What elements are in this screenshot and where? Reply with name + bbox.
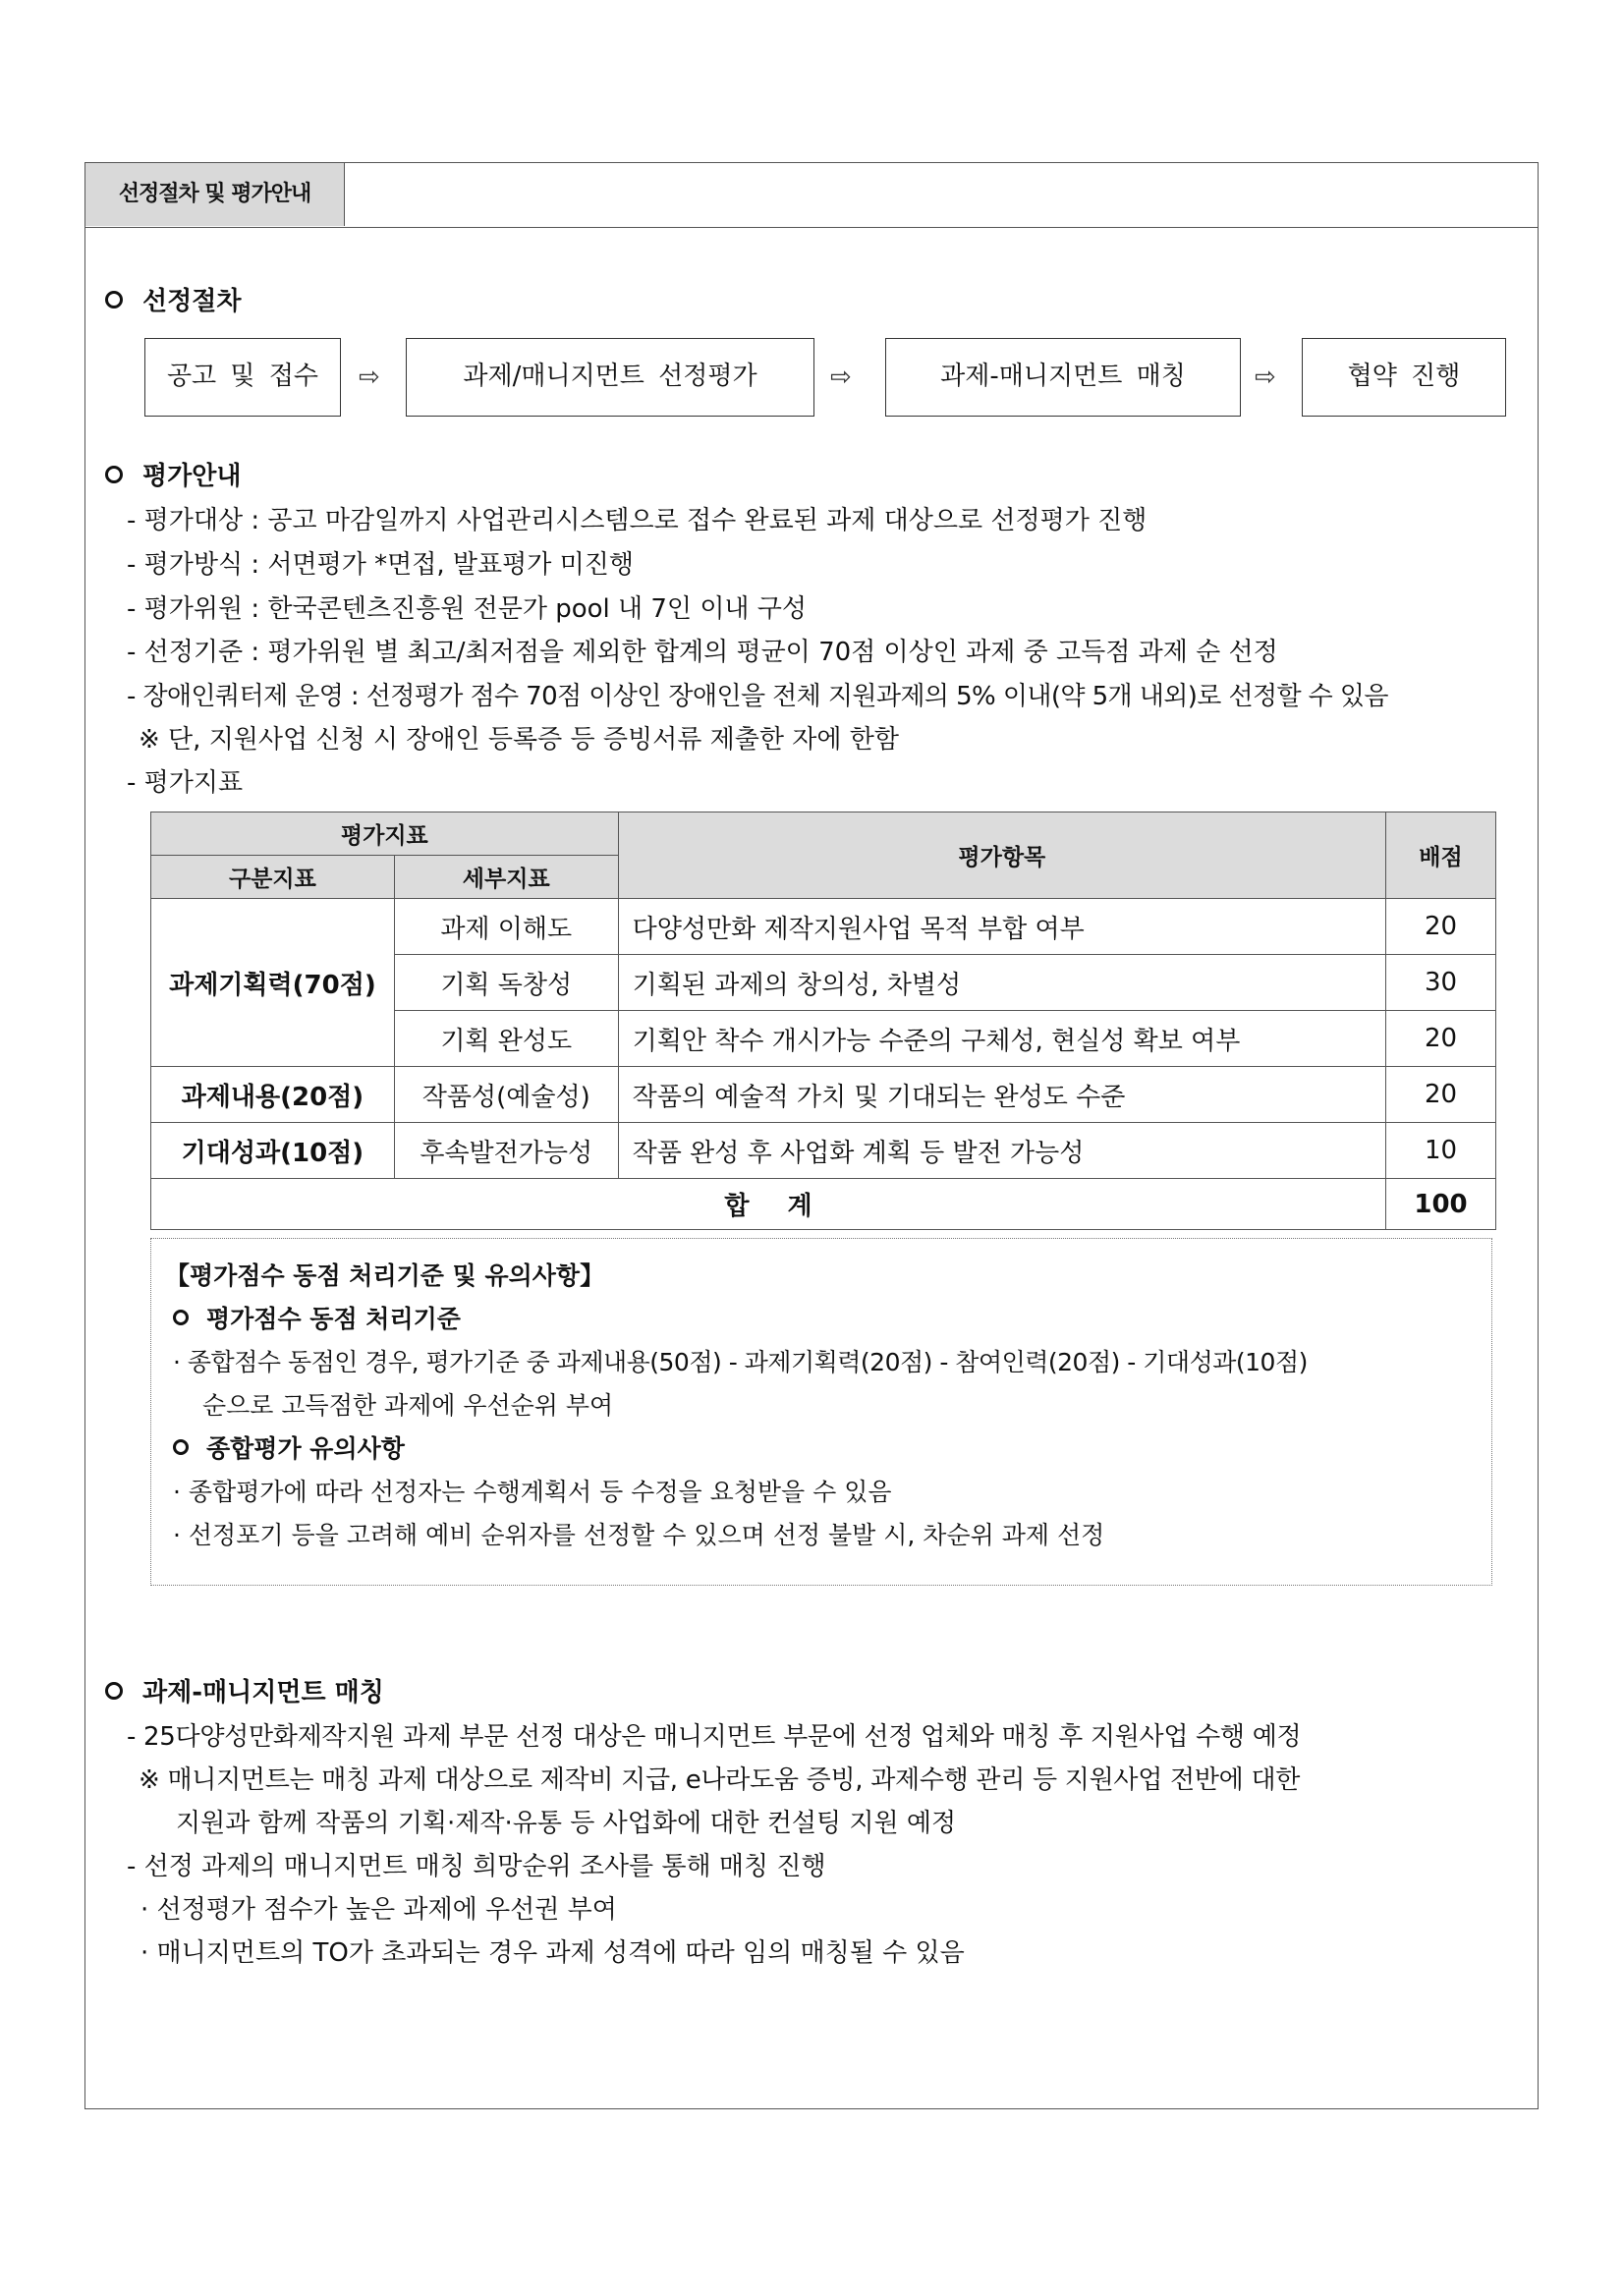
note-line: · 종합점수 동점인 경우, 평가기준 중 과제내용(50점) - 과제기획력(20점) - 참여인력(20점) - 기대성과(10점) xyxy=(173,1348,1308,1376)
category-cell: 과제기획력(70점) xyxy=(151,899,395,1067)
item-cell: 기획된 과제의 창의성, 차별성 xyxy=(618,955,1385,1011)
category-cell: 기대성과(10점) xyxy=(151,1123,395,1179)
score-cell: 10 xyxy=(1386,1123,1496,1179)
header-detail: 세부지표 xyxy=(394,856,618,899)
right-arrow-icon: ⇨ xyxy=(359,363,380,392)
procedure-heading: 선정절차 xyxy=(105,281,241,317)
note-subheading: 평가점수 동점 처리기준 xyxy=(173,1300,461,1335)
category-cell: 과제내용(20점) xyxy=(151,1067,395,1123)
detail-cell: 기획 완성도 xyxy=(394,1011,618,1067)
header-item: 평가항목 xyxy=(618,812,1385,899)
note-title: 【평가점수 동점 처리기준 및 유의사항】 xyxy=(165,1261,605,1290)
evaluation-table xyxy=(150,812,1496,1230)
note-line: · 선정포기 등을 고려해 예비 순위자를 선정할 수 있으며 선정 불발 시, 차순위 과제 선정 xyxy=(173,1521,1105,1549)
step-box: 과제-매니지먼트 매칭 xyxy=(885,338,1241,417)
right-arrow-icon: ⇨ xyxy=(830,363,852,392)
step-box: 공고 및 접수 xyxy=(144,338,341,417)
right-arrow-icon: ⇨ xyxy=(1255,363,1276,392)
table-row xyxy=(151,1123,1496,1179)
score-cell: 20 xyxy=(1386,899,1496,955)
header-index: 평가지표 xyxy=(151,812,619,856)
detail-cell: 기획 독창성 xyxy=(394,955,618,1011)
circle-bullet-icon xyxy=(105,466,123,483)
matching-line: · 매니지먼트의 TO가 초과되는 경우 과제 성격에 따라 임의 매칭될 수 있음 xyxy=(140,1938,965,1968)
matching-heading: 과제-매니지먼트 매칭 xyxy=(105,1672,384,1708)
matching-line: · 선정평가 점수가 높은 과제에 우선권 부여 xyxy=(140,1895,617,1925)
header-category: 구분지표 xyxy=(151,856,395,899)
matching-line: 지원과 함께 작품의 기획·제작·유통 등 사업화에 대한 컨설팅 지원 예정 xyxy=(176,1809,957,1838)
eval-line: - 평가대상 : 공고 마감일까지 사업관리시스템으로 접수 완료된 과제 대상으로 선정평가 진행 xyxy=(127,506,1148,535)
item-cell: 작품의 예술적 가치 및 기대되는 완성도 수준 xyxy=(618,1067,1385,1123)
eval-line: - 장애인쿼터제 운영 : 선정평가 점수 70점 이상인 장애인을 전체 지원과제의 5% 이내(약 5개 내외)로 선정할 수 있음 xyxy=(127,682,1388,711)
circle-bullet-icon xyxy=(173,1439,189,1455)
matching-line: - 선정 과제의 매니지먼트 매칭 희망순위 조사를 통해 매칭 진행 xyxy=(127,1852,826,1881)
page-title: 선정절차 및 평가안내 xyxy=(85,163,345,226)
total-score: 100 xyxy=(1386,1179,1496,1230)
content-frame xyxy=(84,162,1539,2109)
item-cell: 다양성만화 제작지원사업 목적 부합 여부 xyxy=(618,899,1385,955)
eval-note-line: ※ 단, 지원사업 신청 시 장애인 등록증 등 증빙서류 제출한 자에 한함 xyxy=(139,725,899,755)
total-label: 합 계 xyxy=(151,1179,1386,1230)
score-cell: 30 xyxy=(1386,955,1496,1011)
eval-line: - 선정기준 : 평가위원 별 최고/최저점을 제외한 합계의 평균이 70점 이상인 과제 중 고득점 과제 순 선정 xyxy=(127,638,1278,667)
table-row xyxy=(151,899,1496,955)
circle-bullet-icon xyxy=(173,1310,189,1325)
matching-line: - 25다양성만화제작지원 과제 부문 선정 대상은 매니지먼트 부문에 선정 업체와 매칭 후 지원사업 수행 예정 xyxy=(127,1722,1302,1752)
eval-line: - 평가방식 : 서면평가 *면접, 발표평가 미진행 xyxy=(127,550,634,580)
matching-line: ※ 매니지먼트는 매칭 과제 대상으로 제작비 지급, e나라도움 증빙, 과제수행 관리 등 지원사업 전반에 대한 xyxy=(139,1765,1301,1795)
eval-line: - 평가위원 : 한국콘텐츠진흥원 전문가 pool 내 7인 이내 구성 xyxy=(127,594,808,624)
detail-cell: 과제 이해도 xyxy=(394,899,618,955)
step-box: 과제/매니지먼트 선정평가 xyxy=(406,338,814,417)
note-line: 순으로 고득점한 과제에 우선순위 부여 xyxy=(202,1391,614,1420)
note-line: · 종합평가에 따라 선정자는 수행계획서 등 수정을 요청받을 수 있음 xyxy=(173,1478,892,1506)
score-cell: 20 xyxy=(1386,1011,1496,1067)
circle-bullet-icon xyxy=(105,291,123,308)
item-cell: 작품 완성 후 사업화 계획 등 발전 가능성 xyxy=(618,1123,1385,1179)
tie-break-note xyxy=(150,1238,1492,1586)
evaluation-heading: 평가안내 xyxy=(105,456,241,492)
header-score: 배점 xyxy=(1386,812,1496,899)
score-cell: 20 xyxy=(1386,1067,1496,1123)
frame-header xyxy=(85,163,1538,228)
note-subheading: 종합평가 유의사항 xyxy=(173,1429,405,1465)
item-cell: 기획안 착수 개시가능 수준의 구체성, 현실성 확보 여부 xyxy=(618,1011,1385,1067)
eval-line: - 평가지표 xyxy=(127,768,244,798)
detail-cell: 작품성(예술성) xyxy=(394,1067,618,1123)
step-box: 협약 진행 xyxy=(1302,338,1506,417)
total-row xyxy=(151,1179,1496,1230)
circle-bullet-icon xyxy=(105,1682,123,1700)
detail-cell: 후속발전가능성 xyxy=(394,1123,618,1179)
table-row xyxy=(151,1067,1496,1123)
procedure-flow xyxy=(144,338,1520,419)
